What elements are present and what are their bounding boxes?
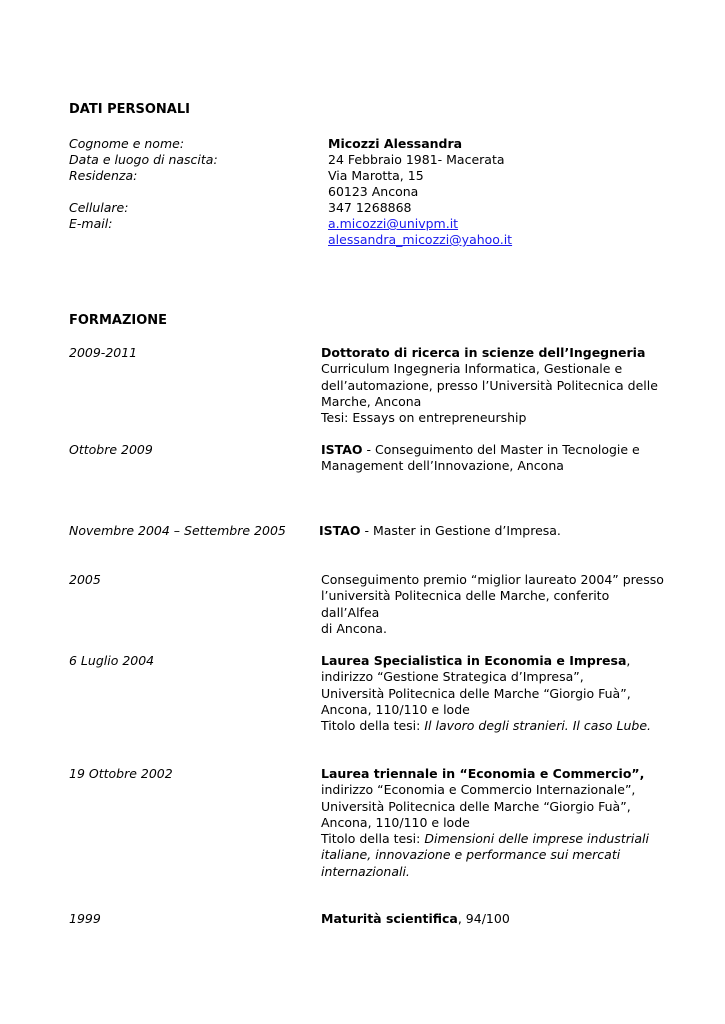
entry-line: Management dell’Innovazione, Ancona — [321, 458, 564, 474]
value-name: Micozzi Alessandra — [328, 136, 463, 151]
label-birth: Data e luogo di nascita: — [69, 152, 218, 167]
label-mobile: Cellulare: — [69, 200, 129, 215]
value-address-line2: 60123 Ancona — [328, 184, 419, 199]
entry-line: indirizzo “Economia e Commercio Internazionale”, — [321, 782, 636, 798]
entry-date: 6 Luglio 2004 — [69, 653, 155, 668]
entry-text: - Master in Gestione d’Impresa. — [360, 523, 561, 538]
entry-line: dell’automazione, presso l’Università Politecnica delle — [321, 377, 658, 393]
value-mobile: 347 1268868 — [328, 200, 412, 215]
entry-description — [321, 345, 671, 426]
entry-description — [321, 766, 671, 880]
entry-date: Ottobre 2009 — [69, 442, 153, 457]
entry-description — [321, 911, 671, 927]
section-title-education: FORMAZIONE — [69, 313, 168, 328]
entry-head: ISTAO — [319, 523, 361, 538]
entry-date: 1999 — [69, 911, 101, 926]
entry-line: indirizzo “Gestione Strategica d’Impresa”, — [321, 669, 584, 685]
label-residence: Residenza: — [69, 168, 138, 183]
value-birth: 24 Febbraio 1981- Macerata — [328, 152, 505, 167]
entry-line: Università Politecnica delle Marche “Giorgio Fuà”, — [321, 798, 631, 814]
entry-description — [321, 572, 671, 637]
entry-line: l’università Politecnica delle Marche, conferito dall’Alfea — [321, 588, 610, 620]
entry-head: Laurea triennale in “Economia e Commercio”, — [321, 766, 645, 781]
label-name: Cognome e nome: — [69, 136, 185, 151]
entry-description — [319, 523, 669, 539]
section-title-personal: DATI PERSONALI — [69, 102, 190, 117]
entry-line: Marche, Ancona — [321, 393, 422, 409]
entry-description — [321, 442, 671, 475]
entry-date: 2005 — [69, 572, 101, 587]
entry-line: Conseguimento premio “miglior laureato 2004” presso — [321, 572, 664, 587]
thesis-label: Titolo della tesi: — [321, 718, 425, 734]
entry-line: Curriculum Ingegneria Informatica, Gestionale e — [321, 361, 623, 377]
thesis-title-cont: internazionali. — [321, 863, 410, 879]
value-address-line1: Via Marotta, 15 — [328, 168, 424, 183]
email-link-univpm[interactable]: a.micozzi@univpm.it — [328, 216, 459, 231]
thesis-title-cont: italiane, innovazione e performance sui mercati — [321, 847, 621, 863]
entry-line: Ancona, 110/110 e lode — [321, 701, 470, 717]
entry-date: 19 Ottobre 2002 — [69, 766, 173, 781]
entry-head: Laurea Specialistica in Economia e Impresa — [321, 653, 627, 668]
thesis-title: Il lavoro degli stranieri. Il caso Lube. — [424, 718, 652, 734]
entry-head: ISTAO — [321, 442, 363, 457]
entry-line: Tesi: Essays on entrepreneurship — [321, 410, 527, 426]
entry-head: Dottorato di ricerca in scienze dell’Ingegneria — [321, 345, 646, 360]
entry-line: Ancona, 110/110 e lode — [321, 814, 470, 830]
entry-line: Università Politecnica delle Marche “Giorgio Fuà”, — [321, 685, 631, 701]
entry-description — [321, 653, 671, 734]
entry-text: , 94/100 — [457, 911, 510, 926]
entry-line: di Ancona. — [321, 620, 387, 636]
entry-head: Maturità scientifica — [321, 911, 458, 926]
entry-text: - Conseguimento del Master in Tecnologie e — [362, 442, 640, 457]
thesis-title: Dimensioni delle imprese industriali — [424, 831, 649, 847]
label-email: E-mail: — [69, 216, 113, 231]
thesis-label: Titolo della tesi: — [321, 831, 425, 847]
entry-text: , — [626, 653, 631, 668]
entry-date: 2009-2011 — [69, 345, 138, 360]
email-link-yahoo[interactable]: alessandra_micozzi@yahoo.it — [328, 232, 513, 247]
entry-date: Novembre 2004 – Settembre 2005 — [69, 523, 286, 538]
